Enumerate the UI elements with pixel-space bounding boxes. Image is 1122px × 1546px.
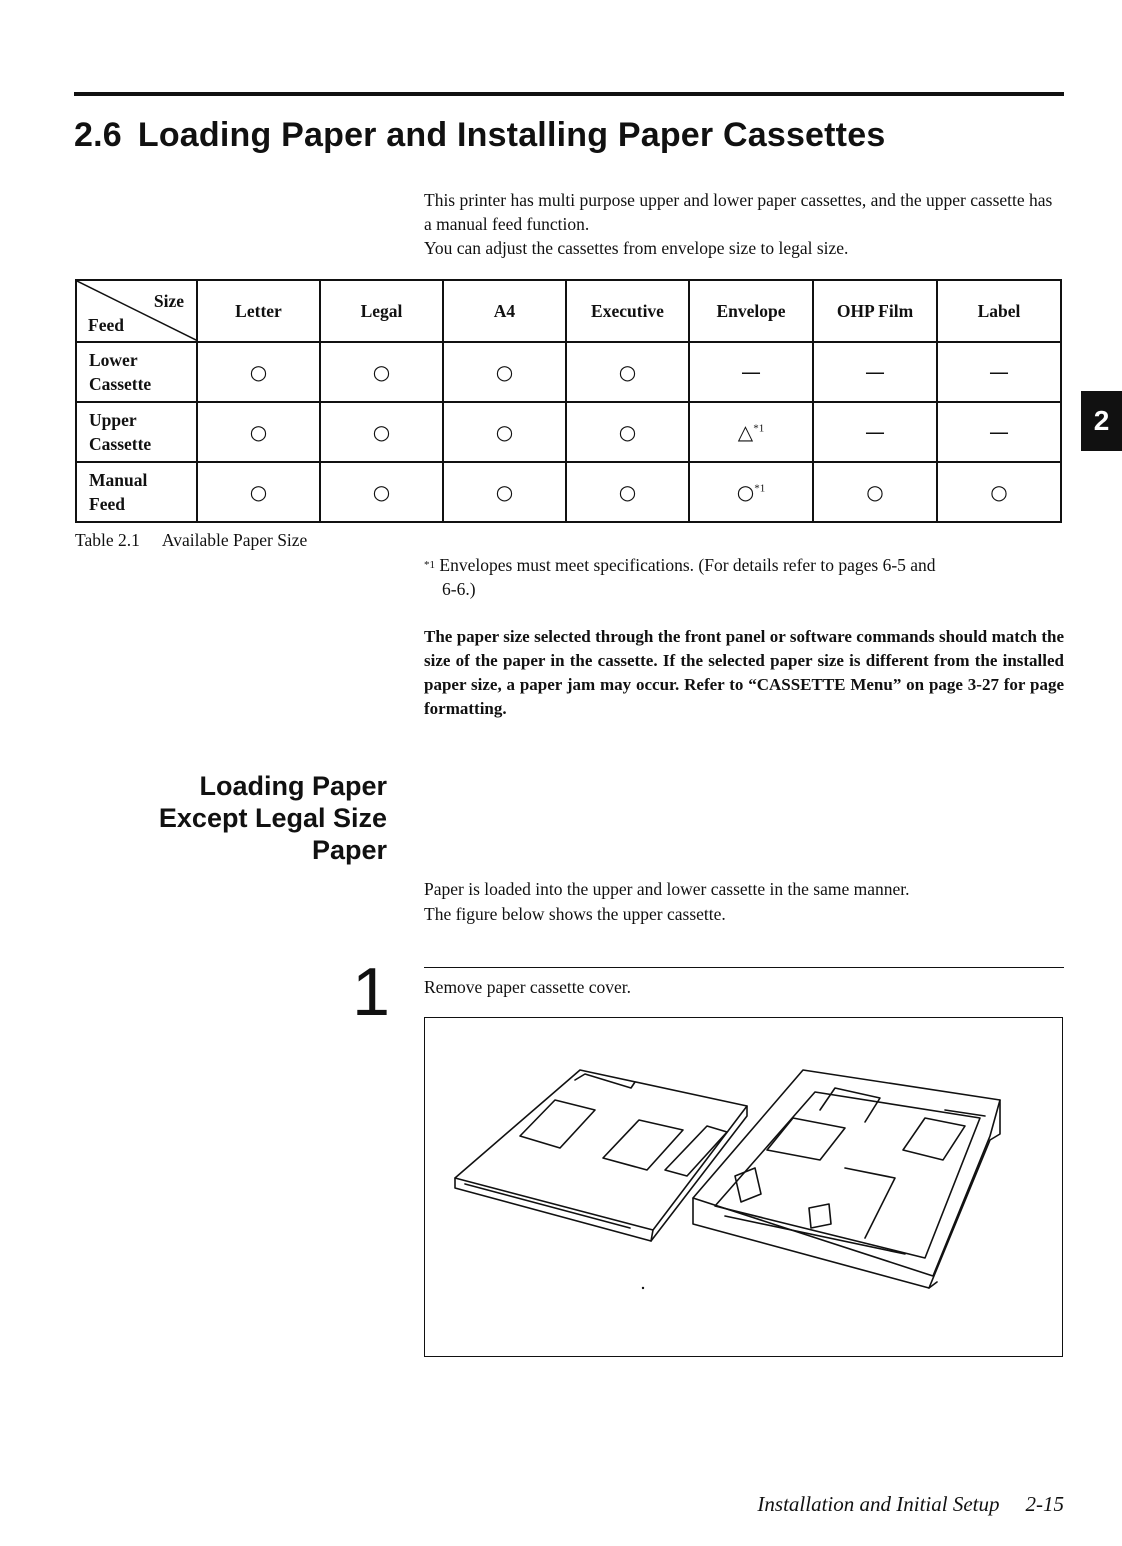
feed-label <box>76 402 197 462</box>
section-title-text: Loading Paper and Installing Paper Cassettes <box>137 116 886 154</box>
column-header: Label <box>937 280 1061 342</box>
step-number: 1 <box>352 954 390 1030</box>
corner-size-label: Size <box>153 291 184 311</box>
cell-mark: ○ <box>866 480 884 504</box>
figure-dot <box>642 1287 644 1289</box>
cell-mark: ○ <box>736 480 755 504</box>
cell-mark: ○ <box>990 480 1008 504</box>
cell-mark: ○ <box>618 360 637 384</box>
column-header: Letter <box>197 280 320 342</box>
table-cell <box>813 462 937 522</box>
cell-mark: ○ <box>618 480 637 504</box>
cell-note: *1 <box>753 422 765 435</box>
section-title <box>74 116 885 155</box>
feed-label-line: Lower <box>89 350 138 370</box>
subsection-para-line-2: The figure below shows the upper cassette. <box>424 904 726 924</box>
table-cell <box>689 342 813 402</box>
cell-mark: △ <box>737 420 754 444</box>
table-cell <box>566 402 689 462</box>
column-header: Legal <box>320 280 443 342</box>
intro-line-1: This printer has multi purpose upper and lower paper cassettes, and the upper cassette has a manual feed function. <box>424 190 1053 234</box>
feed-label-line: Cassette <box>89 434 152 454</box>
cell-mark: ○ <box>495 480 514 504</box>
table-cell <box>937 402 1061 462</box>
warning-paragraph: The paper size selected through the front panel or software commands should match the size of the paper in the cassette. If the selected paper size is different from the installed paper size, a paper jam may occur. Refer to “CASSETTE Menu” on page 3-27 for page formatting. <box>424 627 1064 718</box>
table-cell <box>813 342 937 402</box>
table-header-row <box>76 280 1061 342</box>
cell-mark: ○ <box>249 420 268 444</box>
column-header: Executive <box>566 280 689 342</box>
cassette-illustration <box>425 1018 1062 1356</box>
feed-label-line: Cassette <box>89 374 152 394</box>
cell-mark: ○ <box>249 360 268 384</box>
column-header: A4 <box>443 280 566 342</box>
footer-page-number: 2-15 <box>1025 1492 1064 1516</box>
table-row <box>76 402 1061 462</box>
cell-mark: ○ <box>372 420 391 444</box>
footer-chapter: Installation and Initial Setup <box>757 1492 1000 1516</box>
table-cell <box>320 342 443 402</box>
intro-line-2: You can adjust the cassettes from envelope size to legal size. <box>424 238 849 258</box>
footnote-mark: *1 <box>424 559 435 571</box>
paper-size-table <box>75 279 1062 523</box>
subsection-para-line-1: Paper is loaded into the upper and lower cassette in the same manner. <box>424 879 910 899</box>
cell-mark: ○ <box>372 480 391 504</box>
table-caption <box>75 530 307 551</box>
table-cell <box>937 342 1061 402</box>
cassette-figure <box>424 1017 1063 1357</box>
table-cell <box>566 342 689 402</box>
table-cell <box>813 402 937 462</box>
caption-label: Table 2.1 <box>75 530 140 550</box>
table-cell <box>689 402 813 462</box>
top-rule <box>74 92 1064 96</box>
table-cell <box>443 342 566 402</box>
cassette-cover-drawing <box>455 1070 747 1241</box>
subsection-heading-line: Paper <box>311 835 387 865</box>
cell-note: *1 <box>754 482 766 495</box>
intro-paragraph <box>424 188 1064 260</box>
table-cell <box>197 402 320 462</box>
cell-mark: — <box>989 420 1009 444</box>
footnote-text: Envelopes must meet specifications. (For details refer to pages 6-5 and <box>439 555 936 575</box>
corner-feed-label: Feed <box>88 315 124 335</box>
table-cell <box>197 342 320 402</box>
table-row <box>76 342 1061 402</box>
table-cell <box>443 402 566 462</box>
cell-mark: — <box>865 360 885 384</box>
table-cell <box>320 402 443 462</box>
cell-mark: — <box>989 360 1009 384</box>
table-cell <box>566 462 689 522</box>
subsection-heading-line: Except Legal Size <box>158 803 387 833</box>
table-row <box>76 462 1061 522</box>
cassette-tray-drawing <box>693 1070 1000 1288</box>
feed-label <box>76 342 197 402</box>
column-header: Envelope <box>689 280 813 342</box>
cell-mark: ○ <box>495 360 514 384</box>
subsection-heading-line: Loading Paper <box>199 771 387 801</box>
table-cell <box>443 462 566 522</box>
cell-mark: ○ <box>249 480 268 504</box>
table-cell <box>937 462 1061 522</box>
footnote <box>424 553 1064 601</box>
column-header: OHP Film <box>813 280 937 342</box>
footnote-text-cont: 6-6.) <box>442 579 476 599</box>
cell-mark: — <box>865 420 885 444</box>
feed-label-line: Feed <box>89 494 125 514</box>
step-rule <box>424 967 1064 968</box>
subsection-heading <box>159 770 387 866</box>
section-number: 2.6 <box>74 116 122 154</box>
cell-mark: ○ <box>618 420 637 444</box>
table-cell <box>197 462 320 522</box>
feed-label <box>76 462 197 522</box>
cell-mark: ○ <box>495 420 514 444</box>
table-cell <box>320 462 443 522</box>
feed-label-line: Upper <box>89 410 137 430</box>
table-cell <box>689 462 813 522</box>
subsection-paragraph <box>424 877 1064 927</box>
feed-label-line: Manual <box>89 470 148 490</box>
cell-mark: ○ <box>372 360 391 384</box>
cell-mark: — <box>741 360 761 384</box>
chapter-tab: 2 <box>1081 391 1122 451</box>
page-footer <box>757 1492 1064 1517</box>
corner-cell <box>76 280 197 342</box>
caption-text: Available Paper Size <box>161 530 308 550</box>
step-text: Remove paper cassette cover. <box>424 977 631 997</box>
